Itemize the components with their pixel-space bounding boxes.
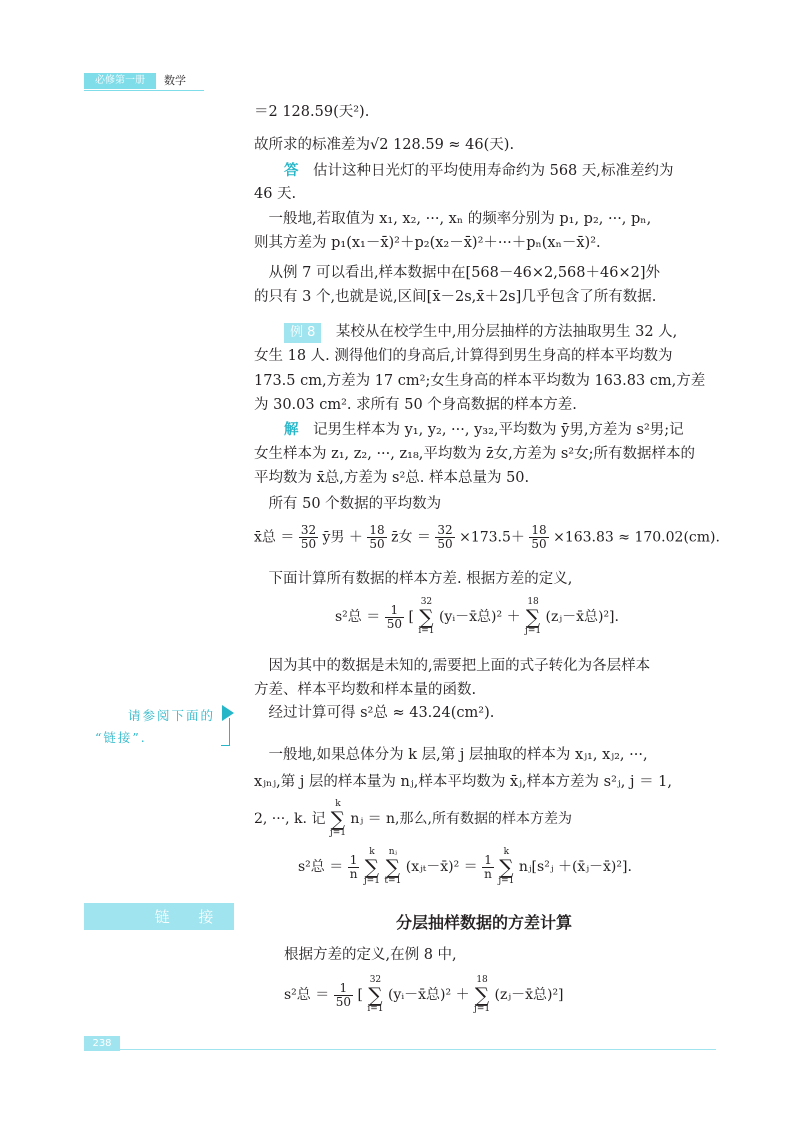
- text-line: 故所求的标准差为√2 128.59 ≈ 46(天).: [254, 137, 515, 153]
- fraction: $\frac{1}{n}$: [484, 852, 492, 881]
- fraction: $\frac{32}{50}$: [437, 523, 453, 551]
- text-line: xⱼₙⱼ,第 j 层的样本量为 nⱼ,样本平均数为 x̄ⱼ,样本方差为 s²ⱼ, j ＝ 1,: [254, 774, 673, 790]
- fraction: $\frac{18}{50}$: [369, 523, 385, 551]
- footer-divider: [120, 1049, 716, 1050]
- subject-label: 数学: [164, 74, 186, 87]
- fraction: $\frac{18}{50}$: [531, 523, 547, 551]
- text-line: 因为其中的数据是未知的,需要把上面的式子转化为各层样本: [254, 658, 651, 674]
- formula-part: (zⱼ－x̄总)²].: [545, 609, 619, 625]
- text-line: 173.5 cm,方差为 17 cm²;女生身高的样本平均数为 163.83 cm,方差: [254, 373, 706, 389]
- formula-part: nⱼ[s²ⱼ ＋(x̄ⱼ－x̄)²].: [518, 859, 632, 875]
- example-8-line: [284, 322, 677, 343]
- formula-part: z̄女 ＝: [391, 529, 431, 546]
- answer-text: 估计这种日光灯的平均使用寿命约为 568 天,标准差约为: [298, 163, 674, 179]
- text-line: 从例 7 可以看出,样本数据中在[568－46×2,568＋46×2]外: [254, 265, 660, 281]
- summation: 32 ∑ i=1: [418, 597, 435, 636]
- summation: 32 ∑ i=1: [367, 975, 384, 1014]
- formula-part: s²总 ＝: [298, 859, 344, 875]
- text-line: 女生 18 人. 测得他们的身高后,计算得到男生身高的样本平均数为: [254, 348, 673, 364]
- answer-line: [284, 161, 674, 181]
- example-text: 某校从在校学生中,用分层抽样的方法抽取男生 32 人,: [321, 324, 678, 340]
- side-note: [95, 705, 215, 749]
- formula-part: (xⱼₜ－x̄)² ＝: [405, 859, 478, 875]
- text-line: 根据方差的定义,在例 8 中,: [284, 947, 457, 963]
- text-line: 经过计算可得 s²总 ≈ 43.24(cm²).: [254, 705, 495, 721]
- stratified-variance-formula: [298, 848, 632, 886]
- variance-formula: [335, 598, 619, 636]
- formula-part: [: [357, 987, 363, 1003]
- formula-part: (zⱼ－x̄总)²]: [494, 987, 564, 1003]
- summation: k ∑ j=1: [329, 799, 346, 838]
- text-line: 一般地,若取值为 x₁, x₂, ···, xₙ 的频率分别为 p₁, p₂, ···, pₙ,: [254, 211, 652, 227]
- solution-label: 解: [284, 422, 299, 438]
- formula-part: (yᵢ－x̄总)² ＋: [438, 609, 521, 625]
- text-line: 方差、样本平均数和样本量的函数.: [254, 682, 477, 698]
- summation: 18 ∑ j=1: [525, 597, 542, 636]
- summation: k ∑ j=1: [498, 847, 515, 886]
- fraction: $\frac{1}{50}$: [386, 602, 402, 631]
- fraction: $\frac{1}{n}$: [349, 852, 358, 881]
- formula-part: s²总 ＝: [335, 609, 381, 625]
- book-volume-badge: 必修第一册: [84, 73, 156, 89]
- fraction: $\frac{1}{50}$: [335, 980, 351, 1009]
- text-line: 则其方差为 p₁(x₁－x̄)²＋p₂(x₂－x̄)²＋···＋pₙ(xₙ－x̄)².: [254, 235, 601, 251]
- link-section-title: 分层抽样数据的方差计算: [395, 913, 572, 932]
- link-section-label: 链 接: [154, 908, 226, 926]
- fraction: $\frac{32}{50}$: [300, 523, 317, 551]
- formula-part: ×173.5＋: [459, 529, 525, 546]
- summation: k ∑ j=1: [363, 847, 380, 886]
- text-line: 为 30.03 cm². 求所有 50 个身高数据的样本方差.: [254, 397, 577, 413]
- summation: 18 ∑ j=1: [474, 975, 491, 1014]
- mean-formula: [254, 524, 720, 551]
- sum-definition-line: [254, 800, 572, 838]
- text-line: 平均数为 x̄总,方差为 s²总. 样本总量为 50.: [254, 470, 530, 486]
- text-line: 46 天.: [254, 186, 297, 202]
- text-line: 下面计算所有数据的样本方差. 根据方差的定义,: [254, 571, 573, 587]
- summation: nⱼ ∑ t=1: [384, 847, 402, 886]
- text-line: 所有 50 个数据的平均数为: [254, 496, 442, 512]
- formula-part: ȳ男 ＋: [322, 529, 363, 546]
- text-line: 的只有 3 个,也就是说,区间[x̄－2s,x̄＋2s]几乎包含了所有数据.: [254, 289, 657, 305]
- bracket-line: [229, 718, 230, 746]
- formula-part: ×163.83 ≈ 170.02(cm).: [553, 529, 720, 546]
- formula-part: x̄总 ＝: [254, 529, 295, 546]
- formula-part: nⱼ ＝ n,那么,所有数据的样本方差为: [350, 811, 572, 827]
- formula-part: (yᵢ－x̄总)² ＋: [387, 987, 470, 1003]
- triangle-arrow-icon: [222, 705, 234, 721]
- side-note-line: “链接”.: [95, 730, 147, 745]
- text-line: ＝2 128.59(天²).: [254, 104, 370, 120]
- example-badge: 例 8: [284, 323, 321, 343]
- side-note-line: 请参阅下面的: [127, 708, 215, 723]
- formula-part: s²总 ＝: [284, 987, 330, 1003]
- bracket-line: [221, 745, 230, 746]
- page-number: 238: [84, 1036, 120, 1051]
- example-variance-formula: [284, 976, 564, 1014]
- formula-part: 2, ···, k. 记: [254, 811, 326, 827]
- solution-line: [284, 420, 684, 440]
- text-line: 一般地,如果总体分为 k 层,第 j 层抽取的样本为 xⱼ₁, xⱼ₂, ···,: [254, 747, 648, 763]
- answer-label: 答: [284, 163, 299, 179]
- text-line: 女生样本为 z₁, z₂, ···, z₁₈,平均数为 z̄女,方差为 s²女;所有数据样本的: [254, 446, 695, 462]
- solution-text: 记男生样本为 y₁, y₂, ···, y₃₂,平均数为 ȳ男,方差为 s²男;记: [298, 422, 684, 438]
- header-divider: [84, 90, 204, 91]
- formula-part: [: [408, 609, 414, 625]
